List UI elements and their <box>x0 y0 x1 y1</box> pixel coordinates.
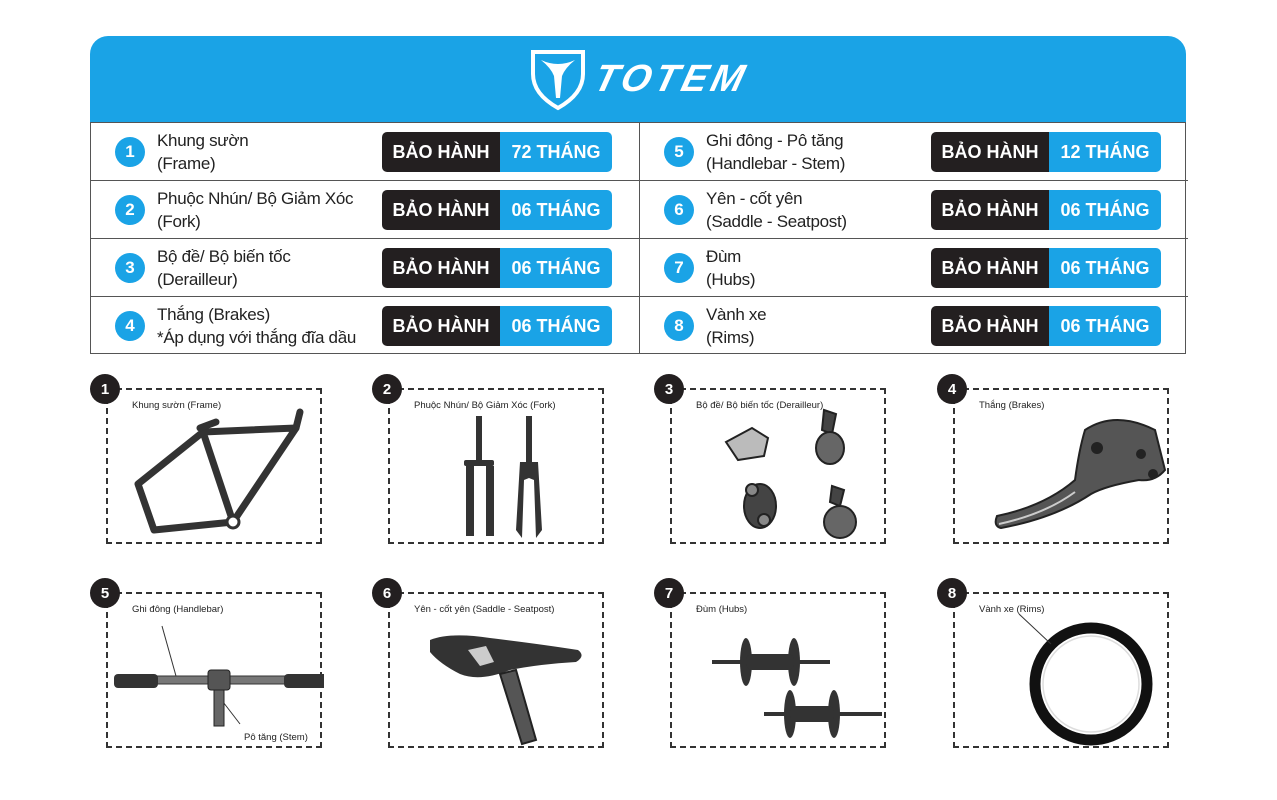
part-subname: *Áp dụng với thắng đĩa dầu <box>157 328 357 347</box>
warranty-badge <box>382 306 612 346</box>
part-card-frame <box>90 374 322 546</box>
part-label: Khung sườn (Frame) <box>132 400 222 411</box>
part-number: 7 <box>654 578 684 608</box>
part-label: Bộ đề/ Bộ biến tốc (Derailleur) <box>696 400 824 411</box>
part-number: 8 <box>937 578 967 608</box>
part-label: Vành xe (Rims) <box>979 604 1045 615</box>
frame-icon <box>108 390 324 546</box>
part-name: Khung sườn <box>157 131 249 150</box>
part-name: Bộ đề/ Bộ biến tốc <box>157 247 291 266</box>
warranty-badge <box>931 306 1161 346</box>
part-number: 3 <box>654 374 684 404</box>
warranty-label: BẢO HÀNH <box>931 190 1049 230</box>
warranty-period: 06 THÁNG <box>1049 190 1161 230</box>
warranty-period: 06 THÁNG <box>500 248 612 288</box>
header-banner <box>90 36 1186 122</box>
part-name: Phuộc Nhún/ Bộ Giảm Xóc <box>157 189 354 208</box>
warranty-period: 06 THÁNG <box>1049 306 1161 346</box>
part-card-brakes <box>937 374 1169 546</box>
warranty-label: BẢO HÀNH <box>382 306 500 346</box>
part-name: Đùm <box>706 247 741 266</box>
part-card-handlebar <box>90 578 322 750</box>
part-number: 4 <box>937 374 967 404</box>
row-number: 3 <box>115 253 145 283</box>
part-number: 5 <box>90 578 120 608</box>
warranty-badge <box>931 190 1161 230</box>
warranty-table <box>90 122 1186 354</box>
part-label: Thắng (Brakes) <box>979 400 1045 411</box>
derailleur-icon <box>672 390 888 546</box>
part-card-hubs <box>654 578 886 750</box>
part-name: Thắng (Brakes) <box>157 305 270 324</box>
row-number: 4 <box>115 311 145 341</box>
part-number: 1 <box>90 374 120 404</box>
part-subname: (Rims) <box>706 328 755 347</box>
row-number: 1 <box>115 137 145 167</box>
part-number: 2 <box>372 374 402 404</box>
warranty-row <box>640 239 1188 297</box>
saddle-icon <box>390 594 606 750</box>
brand-name: TOTEM <box>589 57 753 100</box>
brake-lever-icon <box>955 390 1171 546</box>
warranty-badge <box>382 248 612 288</box>
warranty-badge <box>382 190 612 230</box>
part-name: Vành xe <box>706 305 767 324</box>
warranty-badge <box>931 132 1161 172</box>
stem-label: Pô tăng (Stem) <box>244 732 308 743</box>
warranty-badge <box>931 248 1161 288</box>
row-number: 5 <box>664 137 694 167</box>
part-card-saddle <box>372 578 604 750</box>
fork-icon <box>390 390 606 546</box>
warranty-label: BẢO HÀNH <box>931 248 1049 288</box>
warranty-period: 06 THÁNG <box>500 190 612 230</box>
part-label: Ghi đông (Handlebar) <box>132 604 224 615</box>
warranty-badge <box>382 132 612 172</box>
warranty-row <box>91 239 639 297</box>
part-label: Phuộc Nhún/ Bộ Giảm Xóc (Fork) <box>414 400 556 411</box>
totem-logo-icon <box>529 46 587 112</box>
part-card-fork <box>372 374 604 546</box>
part-label: Đùm (Hubs) <box>696 604 748 615</box>
part-subname: (Frame) <box>157 154 216 173</box>
part-card-rims <box>937 578 1169 750</box>
rim-icon <box>955 594 1171 750</box>
part-number: 6 <box>372 578 402 608</box>
row-number: 7 <box>664 253 694 283</box>
warranty-label: BẢO HÀNH <box>931 132 1049 172</box>
handlebar-icon <box>108 594 324 750</box>
warranty-row <box>91 297 639 355</box>
warranty-period: 06 THÁNG <box>1049 248 1161 288</box>
warranty-row <box>640 181 1188 239</box>
part-card-derailleur <box>654 374 886 546</box>
part-subname: (Fork) <box>157 212 201 231</box>
warranty-label: BẢO HÀNH <box>931 306 1049 346</box>
row-number: 6 <box>664 195 694 225</box>
part-subname: (Saddle - Seatpost) <box>706 212 847 231</box>
part-name: Ghi đông - Pô tăng <box>706 131 844 150</box>
warranty-row <box>640 297 1188 355</box>
part-subname: (Hubs) <box>706 270 756 289</box>
warranty-label: BẢO HÀNH <box>382 248 500 288</box>
row-number: 2 <box>115 195 145 225</box>
hubs-icon <box>672 594 888 750</box>
row-number: 8 <box>664 311 694 341</box>
warranty-row <box>91 123 639 181</box>
part-subname: (Handlebar - Stem) <box>706 154 846 173</box>
warranty-row <box>91 181 639 239</box>
warranty-period: 72 THÁNG <box>500 132 612 172</box>
warranty-row <box>640 123 1188 181</box>
part-name: Yên - cốt yên <box>706 189 803 208</box>
part-subname: (Derailleur) <box>157 270 238 289</box>
warranty-label: BẢO HÀNH <box>382 132 500 172</box>
warranty-column-right <box>639 123 1188 353</box>
part-label: Yên - cốt yên (Saddle - Seatpost) <box>414 604 555 615</box>
warranty-column-left <box>91 123 639 353</box>
warranty-period: 06 THÁNG <box>500 306 612 346</box>
warranty-label: BẢO HÀNH <box>382 190 500 230</box>
logo <box>90 46 1186 112</box>
warranty-period: 12 THÁNG <box>1049 132 1161 172</box>
